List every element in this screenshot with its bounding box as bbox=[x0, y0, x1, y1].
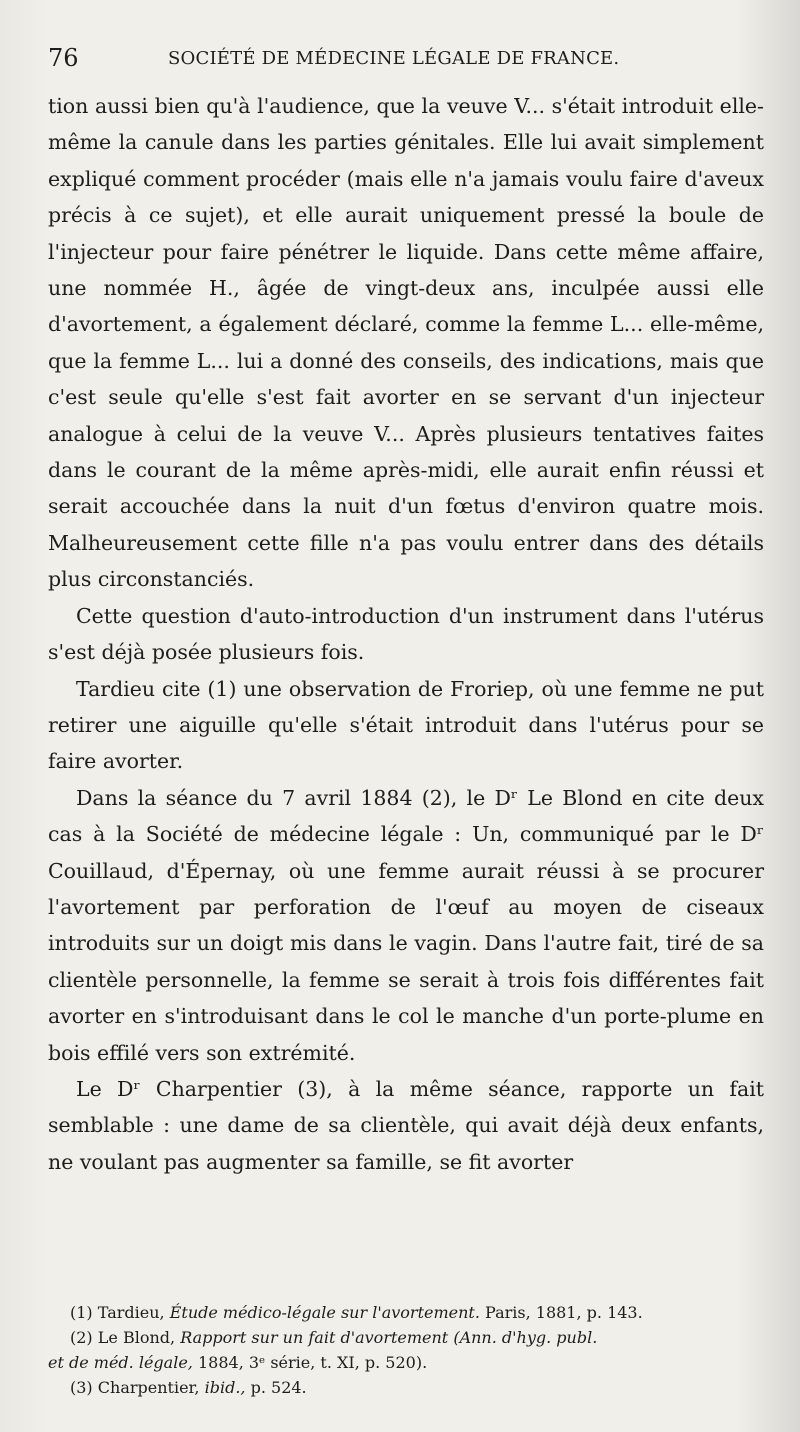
paragraph-5: Le Dʳ Charpentier (3), à la même séance, rapporte un fait semblable : une dame de sa clientèle, qui avait déjà deux enfants, ne voulant pas augmenter sa famille, se fit avorter bbox=[48, 1076, 764, 1174]
footnote-1-mark: (1) bbox=[70, 1303, 93, 1322]
page-number: 76 bbox=[48, 44, 79, 72]
footnote-1-author: Tardieu, bbox=[97, 1303, 165, 1322]
footnote-1 bbox=[48, 1300, 764, 1325]
footnote-2-author: Le Blond, bbox=[97, 1328, 176, 1347]
footnote-2-journal-cont: et de méd. légale, bbox=[48, 1353, 193, 1372]
footnote-2-continuation bbox=[48, 1350, 764, 1375]
footnote-2-journal: (Ann. d'hyg. publ. bbox=[453, 1328, 598, 1347]
footnote-3-rest: p. 524. bbox=[250, 1378, 307, 1397]
footnote-3-author: Charpentier, bbox=[97, 1378, 200, 1397]
body-text bbox=[48, 88, 764, 1180]
paragraph-4: Dans la séance du 7 avril 1884 (2), le Dʳ Le Blond en cite deux cas à la Société de médecine légale : Un, communiqué par le Dʳ Couillaud, d'Épernay, où une femme aurait réussi à se procurer l'avortement par perforation de l'œuf au moyen de ciseaux introduits sur un doigt mis dans le vagin. Dans l'autre fait, tiré de sa clientèle personnelle, la femme se serait à trois fois différentes fait avorter en s'introduisant dans le col le manche d'un porte-plume en bois effilé vers son extrémité. bbox=[48, 785, 764, 1065]
footnotes bbox=[48, 1300, 764, 1400]
footnote-3-title: ibid., bbox=[204, 1378, 246, 1397]
paragraph-3: Tardieu cite (1) une observation de Froriep, où une femme ne put retirer une aiguille qu'elle s'était introduit dans l'utérus pour se faire avorter. bbox=[48, 676, 764, 774]
footnote-2-rest: 1884, 3ᵉ série, t. XI, p. 520). bbox=[197, 1353, 428, 1372]
running-head: SOCIÉTÉ DE MÉDECINE LÉGALE DE FRANCE. bbox=[168, 48, 620, 69]
footnote-1-title: Étude médico-légale sur l'avortement. bbox=[169, 1303, 480, 1322]
page-header bbox=[48, 40, 764, 80]
footnote-3-mark: (3) bbox=[70, 1378, 93, 1397]
paragraph-2: Cette question d'auto-introduction d'un instrument dans l'utérus s'est déjà posée plusieurs fois. bbox=[48, 603, 764, 665]
footnote-1-rest: Paris, 1881, p. 143. bbox=[485, 1303, 643, 1322]
footnote-3 bbox=[48, 1375, 764, 1400]
paragraph-1: tion aussi bien qu'à l'audience, que la veuve V... s'était introduit elle-même la canule dans les parties génitales. Elle lui avait simplement expliqué comment procéder (mais elle n'a jamais voulu faire d'aveux précis à ce sujet), et elle aurait uniquement pressé la boule de l'injecteur pour faire pénétrer le liquide. Dans cette même affaire, une nommée H., âgée de vingt-deux ans, inculpée aussi elle d'avortement, a également déclaré, comme la femme L... elle-même, que la femme L... lui a donné des conseils, des indications, mais que c'est seule qu'elle s'est fait avorter en se servant d'un injecteur analogue à celui de la veuve V... Après plusieurs tentatives faites dans le courant de la même après-midi, elle aurait enfin réussi et serait accouchée dans la nuit d'un fœtus d'environ quatre mois. Malheureusement cette fille n'a pas voulu entrer dans des détails plus circonstanciés. bbox=[48, 94, 764, 592]
footnote-2-mark: (2) bbox=[70, 1328, 93, 1347]
footnote-2 bbox=[48, 1325, 764, 1350]
footnote-2-title: Rapport sur un fait d'avortement bbox=[180, 1328, 449, 1347]
